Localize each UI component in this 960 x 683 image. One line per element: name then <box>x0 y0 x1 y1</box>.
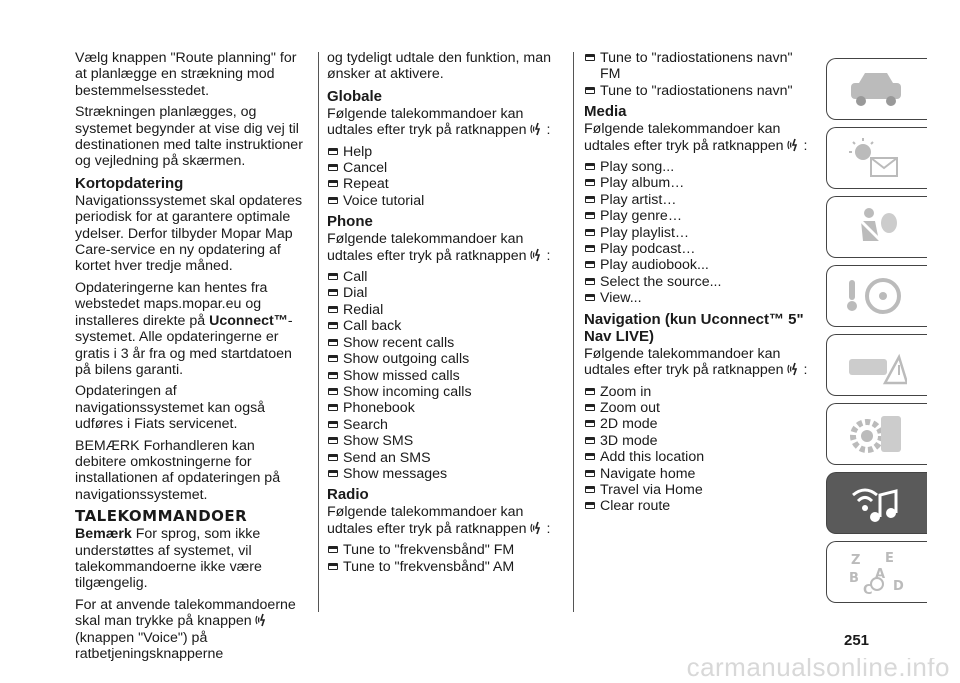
checkbox-bullet-icon <box>328 322 338 329</box>
list-item <box>327 193 559 209</box>
warning-lights-icon <box>845 136 907 182</box>
voice-command-icon <box>786 362 802 376</box>
index-icon <box>845 550 907 596</box>
command-text: Cancel <box>343 160 388 177</box>
column-divider <box>318 52 319 612</box>
command-list-globale <box>327 144 559 210</box>
text: Følgende talekommandoer kan udtales efter tryk på ratknappen <box>584 345 784 379</box>
text: (knappen "Voice") på ratbetjeningsknapperne <box>75 629 224 662</box>
checkbox-bullet-icon <box>585 245 595 252</box>
text: Følgende talekommandoer kan udtales efter tryk på ratknappen <box>327 231 527 264</box>
list-item <box>327 318 559 334</box>
command-text: View... <box>600 290 642 307</box>
list-item <box>584 241 816 257</box>
intro-text <box>327 106 559 139</box>
checkbox-bullet-icon <box>585 294 595 301</box>
checkbox-bullet-icon <box>585 437 595 444</box>
checkbox-bullet-icon <box>328 148 338 155</box>
checkbox-bullet-icon <box>328 470 338 477</box>
colon: : <box>546 520 551 537</box>
command-text: Help <box>343 143 373 160</box>
checkbox-bullet-icon <box>328 404 338 411</box>
list-item <box>327 400 559 416</box>
svg-text:A: A <box>875 567 886 582</box>
steering-key-icon <box>845 274 907 320</box>
checkbox-bullet-icon <box>585 163 595 170</box>
checkbox-bullet-icon <box>585 404 595 411</box>
list-item <box>584 416 816 432</box>
chapter-tab[interactable] <box>826 403 927 465</box>
command-text: Show missed calls <box>343 367 460 384</box>
voice-command-icon <box>254 613 270 627</box>
list-item <box>327 542 559 558</box>
list-item <box>584 449 816 465</box>
chapter-tab[interactable] <box>826 334 927 396</box>
command-list-phone <box>327 269 559 482</box>
checkbox-bullet-icon <box>585 420 595 427</box>
breakdown-icon <box>845 343 907 389</box>
heading-globale: Globale <box>327 87 383 105</box>
command-text: 2D mode <box>600 416 658 433</box>
checkbox-bullet-icon <box>585 502 595 509</box>
command-text: 3D mode <box>600 432 658 449</box>
voice-command-icon <box>529 122 545 136</box>
list-item <box>327 335 559 351</box>
list-item <box>584 433 816 449</box>
intro-text <box>327 231 559 264</box>
list-item <box>327 176 559 192</box>
checkbox-bullet-icon <box>585 470 595 477</box>
chapter-tab[interactable] <box>826 265 927 327</box>
list-item <box>584 83 816 99</box>
heading-talekommandoer: TALEKOMMANDOER <box>75 507 248 526</box>
list-item <box>584 498 816 514</box>
command-text: Search <box>343 416 388 433</box>
list-item <box>584 290 816 306</box>
command-text: Tune to "radiostationens navn" <box>600 82 793 99</box>
command-text: Dial <box>343 285 368 302</box>
checkbox-bullet-icon <box>585 388 595 395</box>
list-item <box>327 160 559 176</box>
chapter-tab[interactable] <box>826 58 927 120</box>
intro-text <box>584 121 816 154</box>
heading-navigation: Navigation (kun Uconnect™ 5" Nav LIVE) <box>584 310 804 345</box>
svg-text:E: E <box>885 551 894 566</box>
car-icon <box>845 67 907 113</box>
paragraph <box>75 526 307 592</box>
checkbox-bullet-icon <box>328 339 338 346</box>
text: For sprog, som ikke understøttes af systemet, vil talekommandoerne ikke være tilgængelig. <box>75 526 262 592</box>
column-3 <box>584 50 816 519</box>
chapter-tab[interactable] <box>826 541 927 603</box>
command-text: Play playlist… <box>600 224 690 241</box>
command-list-radio <box>327 542 559 575</box>
list-item <box>327 466 559 482</box>
heading-phone: Phone <box>327 213 373 231</box>
checkbox-bullet-icon <box>585 229 595 236</box>
list-item <box>327 285 559 301</box>
checkbox-bullet-icon <box>328 454 338 461</box>
command-text: Show SMS <box>343 433 414 450</box>
text: Følgende talekommandoer kan udtales efter tryk på ratknappen <box>584 121 784 154</box>
voice-command-icon <box>529 521 545 535</box>
list-item <box>327 559 559 575</box>
paragraph: Strækningen planlægges, og systemet begynder at vise dig vej til destinationen med talte instruktioner og vejledning på skærmen. <box>75 104 303 170</box>
command-text: Play song... <box>600 159 675 176</box>
checkbox-bullet-icon <box>328 289 338 296</box>
svg-text:D: D <box>893 579 904 594</box>
command-text: Play audiobook... <box>600 257 709 274</box>
command-list-radio-cont <box>584 50 816 99</box>
text: -systemet. Alle opdateringerne er gratis i 3 år fra og med startdatoen på bilens garanti. <box>75 312 293 378</box>
chapter-tab[interactable] <box>826 196 927 258</box>
service-gear-icon <box>845 412 907 458</box>
command-text: Tune to "radiostationens navn" FM <box>600 50 793 83</box>
footer-watermark: carmanualsonline.info <box>686 658 950 682</box>
checkbox-bullet-icon <box>328 563 338 570</box>
command-text: Tune to "frekvensbånd" FM <box>343 542 515 559</box>
command-text: Zoom in <box>600 383 652 400</box>
intro-text <box>327 504 559 537</box>
checkbox-bullet-icon <box>328 372 338 379</box>
colon: : <box>546 247 551 264</box>
command-text: Play genre… <box>600 208 683 225</box>
list-item <box>584 50 816 83</box>
checkbox-bullet-icon <box>585 54 595 61</box>
checkbox-bullet-icon <box>328 164 338 171</box>
checkbox-bullet-icon <box>328 197 338 204</box>
list-item <box>584 482 816 498</box>
list-item <box>584 175 816 191</box>
list-item <box>584 384 816 400</box>
command-text: Call <box>343 269 368 286</box>
colon: : <box>803 137 808 154</box>
checkbox-bullet-icon <box>585 212 595 219</box>
command-text: Redial <box>343 301 384 318</box>
command-text: Tune to "frekvensbånd" AM <box>343 558 515 575</box>
checkbox-bullet-icon <box>585 278 595 285</box>
command-text: Show messages <box>343 465 448 482</box>
heading-media: Media <box>584 103 627 121</box>
list-item <box>327 384 559 400</box>
command-text: Show incoming calls <box>343 383 472 400</box>
list-item <box>327 269 559 285</box>
command-text: Show recent calls <box>343 334 455 351</box>
note-label: Bemærk <box>75 526 132 543</box>
note-paragraph: BEMÆRK Forhandleren kan debitere omkostningerne for installationen af opdateringen på navigationssystemet. <box>75 437 281 503</box>
seatbelt-airbag-icon <box>845 205 907 251</box>
list-item <box>327 144 559 160</box>
list-item <box>584 208 816 224</box>
command-list-navigation <box>584 384 816 515</box>
command-text: Voice tutorial <box>343 192 425 209</box>
list-item <box>327 368 559 384</box>
text: Opdateringerne kan hentes fra webstedet maps.mopar.eu og installeres direkte på <box>75 279 268 329</box>
paragraph <box>75 597 307 663</box>
command-text: Send an SMS <box>343 449 431 466</box>
list-item <box>327 433 559 449</box>
column-1 <box>75 50 307 667</box>
list-item <box>327 417 559 433</box>
checkbox-bullet-icon <box>328 306 338 313</box>
heading-kortopdatering: Kortopdatering <box>75 174 184 192</box>
svg-text:C: C <box>863 583 873 596</box>
checkbox-bullet-icon <box>328 273 338 280</box>
command-text: Play podcast… <box>600 241 696 258</box>
text: Følgende talekommandoer kan udtales efter tryk på ratknappen <box>327 105 527 139</box>
checkbox-bullet-icon <box>328 421 338 428</box>
checkbox-bullet-icon <box>328 437 338 444</box>
multimedia-icon <box>845 481 907 527</box>
command-text: Select the source... <box>600 273 722 290</box>
command-text: Clear route <box>600 498 671 515</box>
paragraph <box>75 280 307 378</box>
chapter-tabs <box>826 58 927 610</box>
column-divider <box>573 52 574 612</box>
command-text: Repeat <box>343 176 389 193</box>
brand-name: Uconnect™ <box>209 312 288 329</box>
text: Følgende talekommandoer kan udtales efter tryk på ratknappen <box>327 504 527 537</box>
list-item <box>584 274 816 290</box>
command-text: Add this location <box>600 449 705 466</box>
chapter-tab[interactable] <box>826 127 927 189</box>
list-item <box>584 400 816 416</box>
heading-radio: Radio <box>327 486 369 504</box>
paragraph: Vælg knappen "Route planning" for at planlægge en strækning mod bestemmelsesstedet. <box>75 50 297 99</box>
command-text: Show outgoing calls <box>343 351 470 368</box>
checkbox-bullet-icon <box>328 546 338 553</box>
command-text: Call back <box>343 318 402 335</box>
page-number: 251 <box>844 632 870 649</box>
list-item <box>327 302 559 318</box>
text: For at anvende talekommandoerne skal man trykke på knappen <box>75 596 296 630</box>
checkbox-bullet-icon <box>328 388 338 395</box>
intro-text <box>584 346 816 379</box>
voice-command-icon <box>786 138 802 152</box>
svg-text:Z: Z <box>851 553 861 568</box>
command-text: Play artist… <box>600 191 677 208</box>
list-item <box>584 466 816 482</box>
command-text: Travel via Home <box>600 481 703 498</box>
checkbox-bullet-icon <box>585 196 595 203</box>
colon: : <box>546 122 551 139</box>
list-item <box>584 225 816 241</box>
command-text: Phonebook <box>343 400 415 417</box>
list-item <box>327 351 559 367</box>
command-text: Zoom out <box>600 399 660 416</box>
paragraph: Navigationssystemet skal opdateres periodisk for at garantere optimale ydelser. Derfor tilbyder Mopar Map Care-service en ny opdatering af kortet hver tredje måned. <box>75 192 303 275</box>
column-2 <box>327 50 559 579</box>
checkbox-bullet-icon <box>328 180 338 187</box>
list-item <box>584 257 816 273</box>
command-list-media <box>584 159 816 307</box>
list-item <box>584 159 816 175</box>
paragraph: og tydeligt udtale den funktion, man ønsker at aktivere. <box>327 50 552 83</box>
checkbox-bullet-icon <box>585 179 595 186</box>
paragraph: Opdateringen af navigationssystemet kan også udføres i Fiats servicenet. <box>75 383 266 433</box>
checkbox-bullet-icon <box>585 261 595 268</box>
colon: : <box>803 362 808 379</box>
checkbox-bullet-icon <box>585 453 595 460</box>
svg-text:B: B <box>849 571 859 586</box>
voice-command-icon <box>529 248 545 262</box>
checkbox-bullet-icon <box>585 87 595 94</box>
command-text: Play album… <box>600 175 685 192</box>
command-text: Navigate home <box>600 465 696 482</box>
footer <box>0 658 960 683</box>
list-item <box>584 192 816 208</box>
checkbox-bullet-icon <box>328 355 338 362</box>
chapter-tab-active[interactable] <box>826 472 927 534</box>
list-item <box>327 450 559 466</box>
checkbox-bullet-icon <box>585 486 595 493</box>
